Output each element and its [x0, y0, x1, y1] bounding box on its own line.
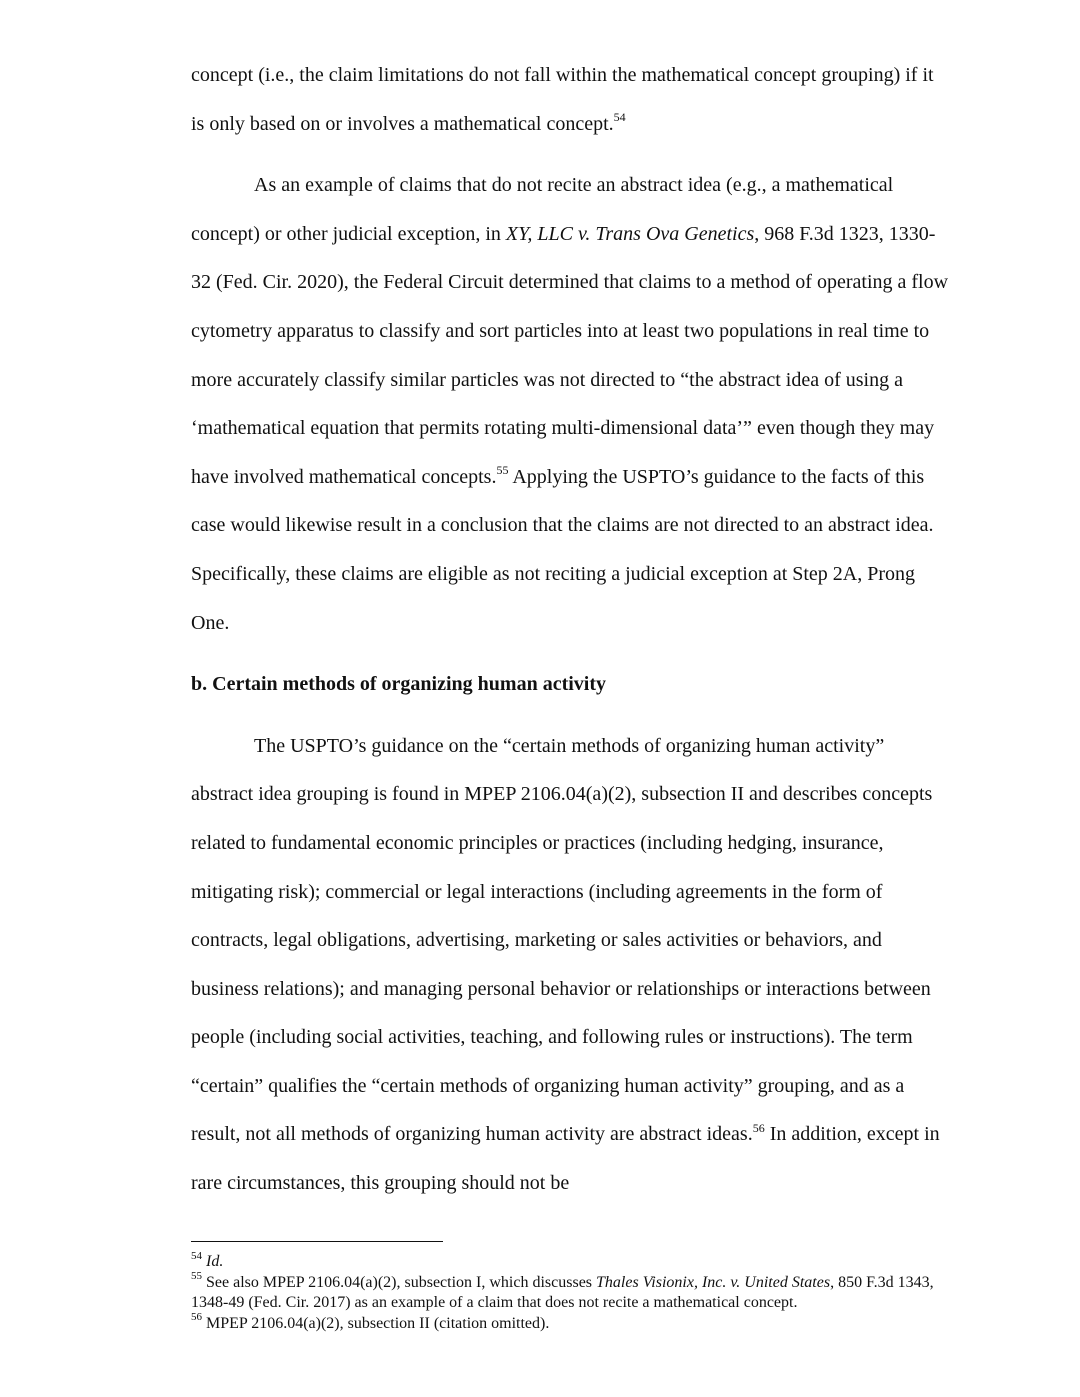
footnote-54 [191, 1249, 951, 1273]
paragraph-text: The USPTO’s guidance on the “certain methods of organizing human activity” abstract idea grouping is found in MPEP 2106.04(a)(2), subsection II and describes concepts related to fundamental economic principles or practices (including hedging, insurance, mitigating risk); commercial or legal interactions (including agreements in the form of contracts, legal obligations, advertising, marketing or sales activities or behaviors, and business relations); and managing personal behavior or relationships or interactions between people (including social activities, teaching, and following rules or instructions). The term “certain” qualifies the “certain methods of organizing human activity” grouping, and as a result, not all methods of organizing human activity are abstract ideas. [191, 734, 933, 1146]
paragraph-text: In addition, except in rare circumstances, this grouping should not be [191, 1123, 940, 1195]
footnote-text: , 850 F.3d 1343, 1348-49 (Fed. Cir. 2017) as an example of a claim that does not recite a mathematical concept. [191, 1273, 934, 1311]
paragraph-continuation [191, 51, 951, 148]
footnote-number: 55 [191, 1270, 202, 1283]
paragraph-xy-llc [191, 161, 951, 647]
case-name-thales: Thales Visionix, Inc. v. United States [596, 1273, 831, 1291]
body-text [191, 51, 951, 1208]
footnote-number: 56 [191, 1311, 202, 1324]
section-heading: b. Certain methods of organizing human activity [191, 673, 606, 696]
footnotes [191, 1249, 951, 1334]
footnote-55 [191, 1270, 951, 1314]
footnote-text: See also MPEP 2106.04(a)(2), subsection I, which discusses [202, 1273, 597, 1291]
footnote-ref-56: 56 [752, 1120, 765, 1135]
footnote-56 [191, 1311, 951, 1335]
footnote-number: 54 [191, 1249, 202, 1262]
footnote-text: MPEP 2106.04(a)(2), subsection II (citation omitted). [202, 1314, 550, 1332]
footnote-separator [191, 1241, 443, 1242]
paragraph-text: concept (i.e., the claim limitations do not fall within the mathematical concept grouping) if it is only based on or involves a mathematical concept. [191, 64, 934, 135]
footnote-ref-54: 54 [613, 109, 626, 124]
footnote-ref-55: 55 [496, 463, 509, 478]
paragraph-text: As an example of claims that do not recite an abstract idea (e.g., a mathematical concept) or other judicial exception, in [191, 174, 894, 245]
footnote-text: Id. [206, 1253, 224, 1270]
paragraph-text: Applying the USPTO’s guidance to the facts of this case would likewise result in a conclusion that the claims are not directed to an abstract idea. Specifically, these claims are eligible as not reciting a judicial exception at Step 2A, Prong One. [191, 465, 934, 634]
paragraph-human-activity [191, 722, 951, 1208]
paragraph-text: , 968 F.3d 1323, 1330-32 (Fed. Cir. 2020), the Federal Circuit determined that claims to a method of operating a flow cytometry apparatus to classify and sort particles into at least two populations in real time to more accurately classify similar particles was not directed to “the abstract idea of using a ‘mathematical equation that permits rotating multi-dimensional data’” even though they may have involved mathematical concepts. [191, 222, 949, 488]
case-name-xy-llc: XY, LLC v. Trans Ova Genetics [505, 222, 755, 245]
